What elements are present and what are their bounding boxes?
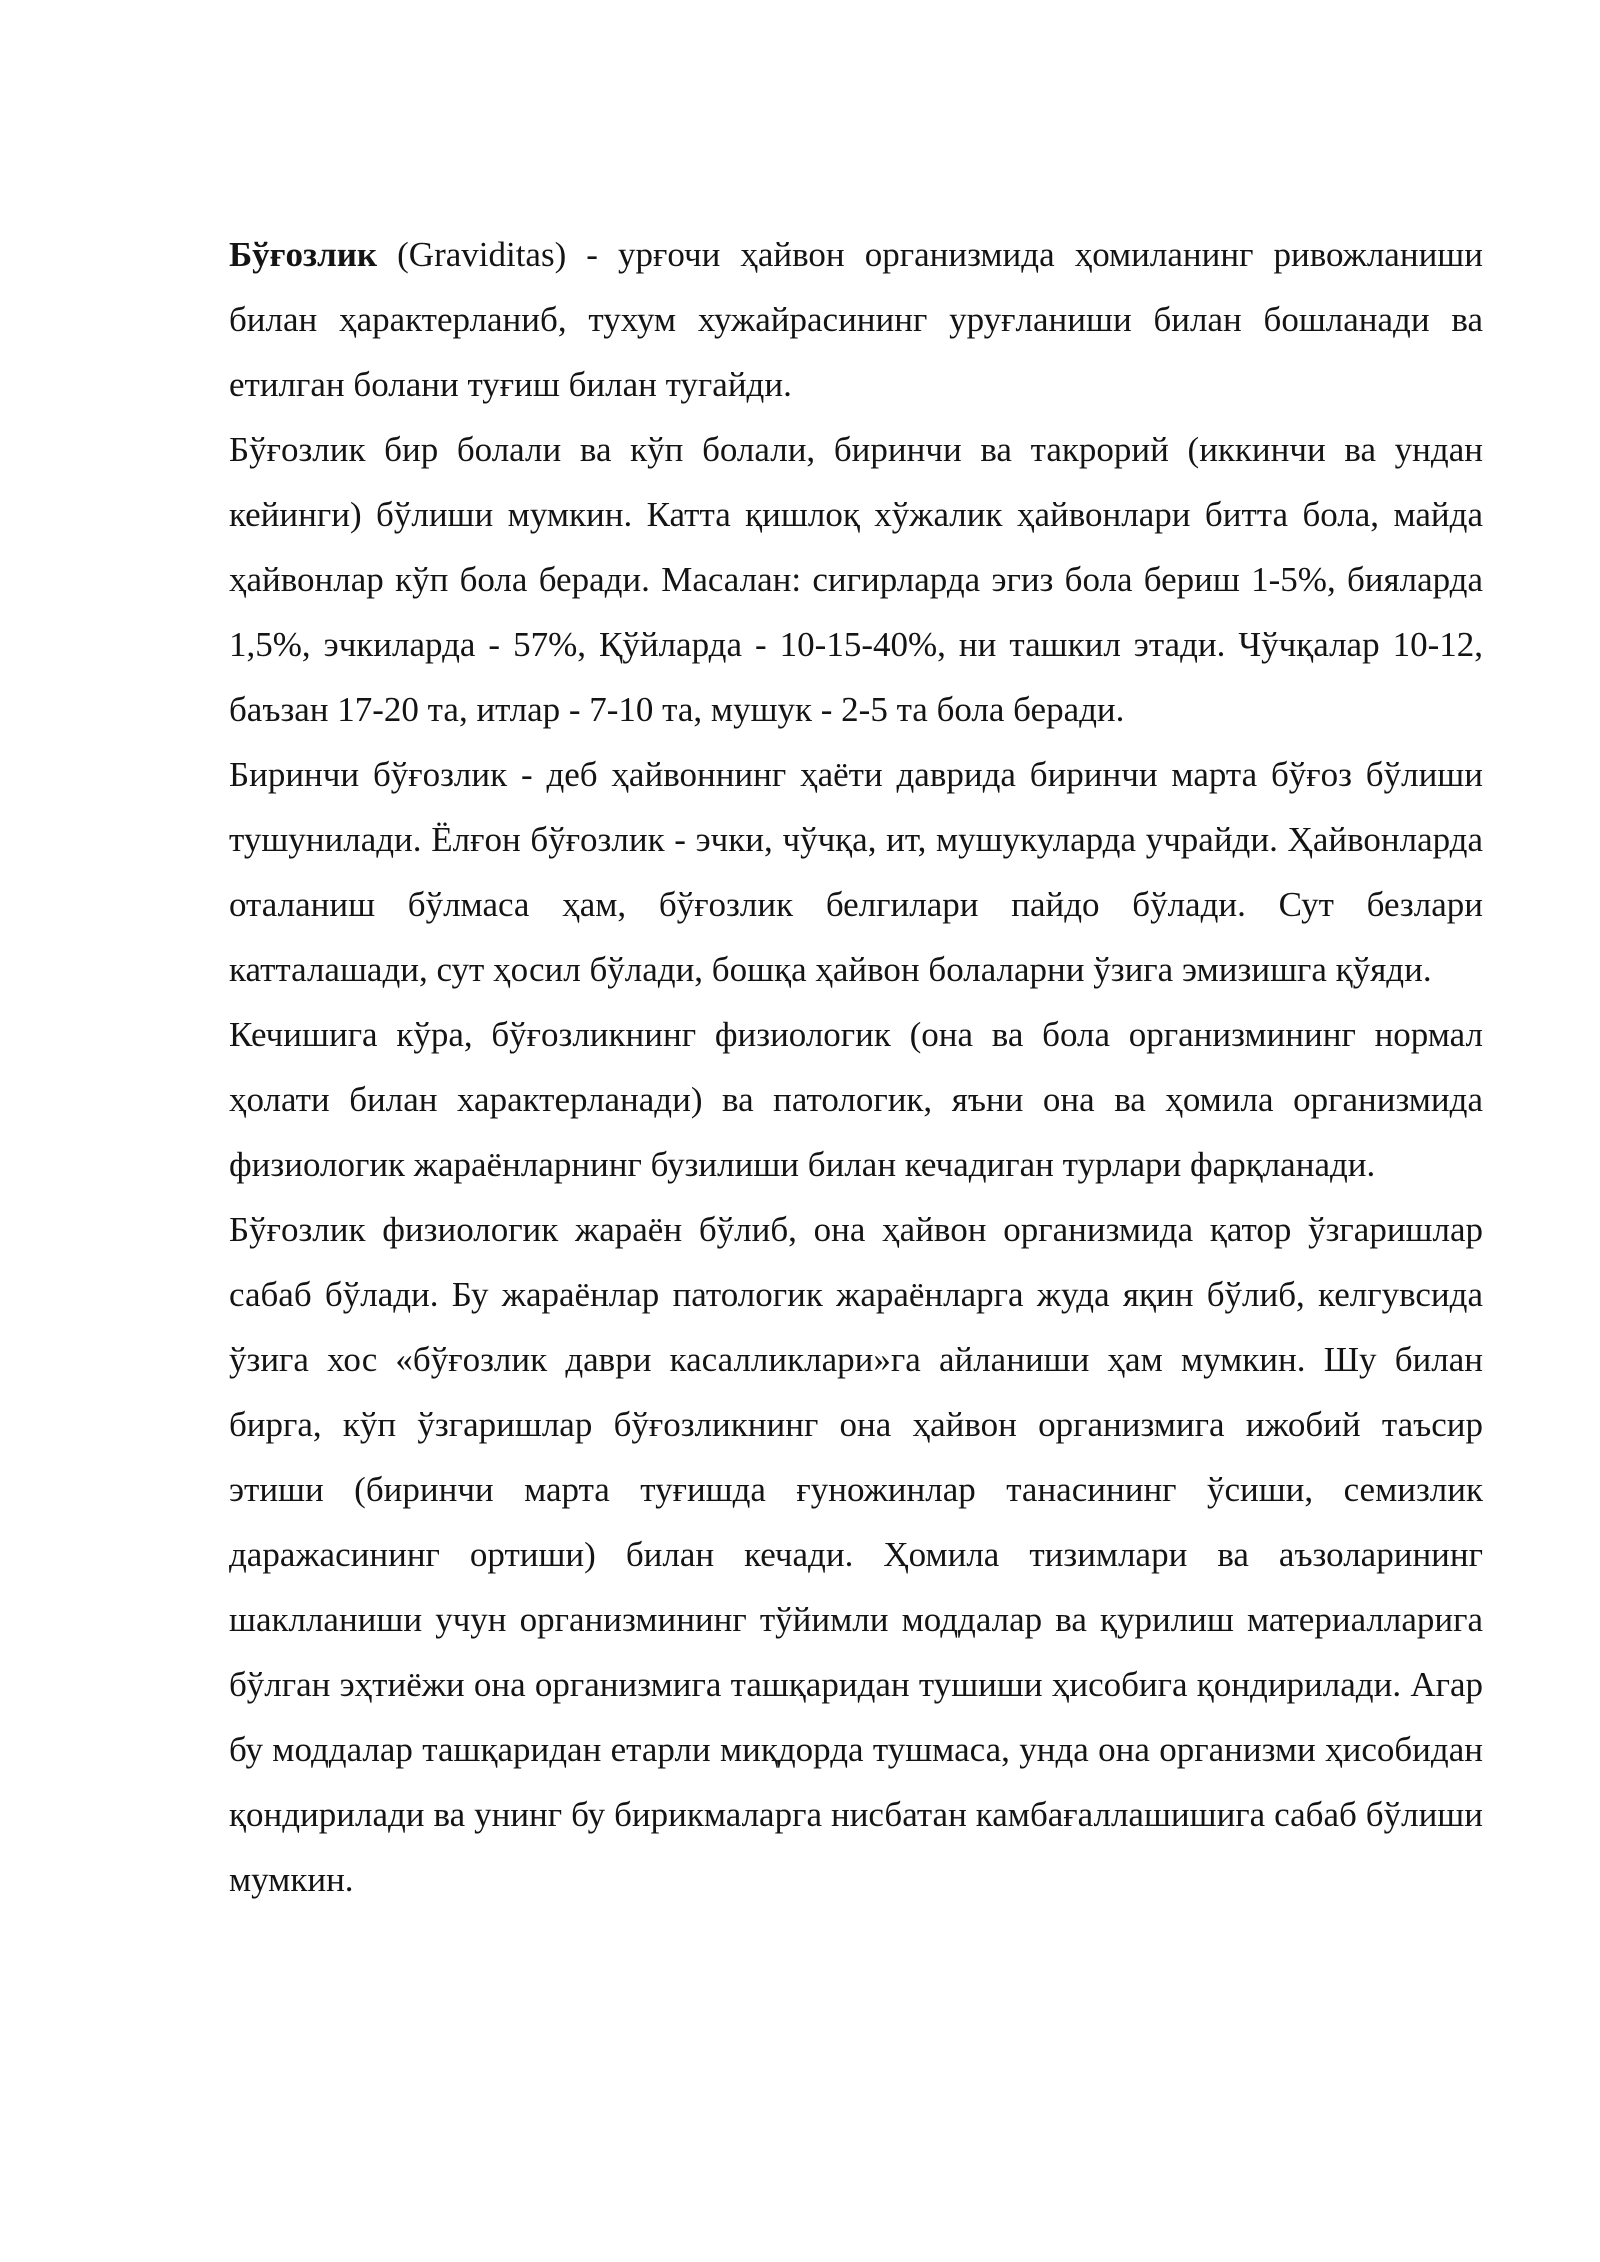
paragraph-litter-size: Бўғозлик бир болали ва кўп болали, биринчи ва такрорий (иккинчи ва ундан кейинги) бўлиши мумкин. Катта қишлоқ хўжалик ҳайвонлари битта бола, майда ҳайвонлар кўп бола беради. Масалан: сигирларда эгиз бола бериш 1-5%, бияларда 1,5%, эчкиларда - 57%, Қўйларда - 10-15-40%, ни ташкил этади. Чўчқалар 10-12, баъзан 17-20 та, итлар - 7-10 та, мушук - 2-5 та бола беради. [229, 430, 1483, 729]
paragraph-first-pregnancy: Биринчи бўғозлик - деб ҳайвоннинг ҳаёти даврида биринчи марта бўғоз бўлиши тушунилади. Ёлғон бўғозлик - эчки, чўчқа, ит, мушукуларда учрайди. Ҳайвонларда оталаниш бўлмаса ҳам, бўғозлик белгилари пайдо бўлади. Сут безлари катталашади, сут ҳосил бўлади, бошқа ҳайвон болаларни ўзига эмизишга қўяди. [229, 755, 1483, 989]
paragraph-course-types: Кечишига кўра, бўғозликнинг физиологик (она ва бола организмининг нормал ҳолати билан характерланади) ва патологик, яъни она ва ҳомила организмида физиологик жараёнларнинг бузилиши билан кечадиган турлари фарқланади. [229, 1015, 1483, 1184]
paragraph-definition [229, 222, 1483, 417]
paragraph-text: (Graviditas) - урғочи ҳайвон организмида ҳомиланинг ривожланиши билан ҳарактерланиб, тухум хужайрасининг уруғланиши билан бошланади ва етилган болани туғиш билан тугайди. [229, 235, 1483, 404]
document-page [229, 222, 1483, 1912]
term-heading: Бўғозлик [229, 235, 378, 274]
paragraph-physiological-process: Бўғозлик физиологик жараён бўлиб, она ҳайвон организмида қатор ўзгаришлар сабаб бўлади. Бу жараёнлар патологик жараёнларга жуда яқин бўлиб, келгувсида ўзига хос «бўғозлик даври касалликлари»га айланиши ҳам мумкин. Шу билан бирга, кўп ўзгаришлар бўғозликнинг она ҳайвон организмига ижобий таъсир этиши (биринчи марта туғишда ғуножинлар танасининг ўсиши, семизлик даражасининг ортиши) билан кечади. Ҳомила тизимлари ва аъзоларининг шаклланиши учун организмининг тўйимли моддалар ва қурилиш материалларига бўлган эҳтиёжи она организмига ташқаридан тушиши ҳисобига қондирилади. Агар бу моддалар ташқаридан етарли миқдорда тушмаса, унда она организми ҳисобидан қондирилади ва унинг бу бирикмаларга нисбатан камбағаллашишига сабаб бўлиши мумкин. [229, 1210, 1483, 1899]
